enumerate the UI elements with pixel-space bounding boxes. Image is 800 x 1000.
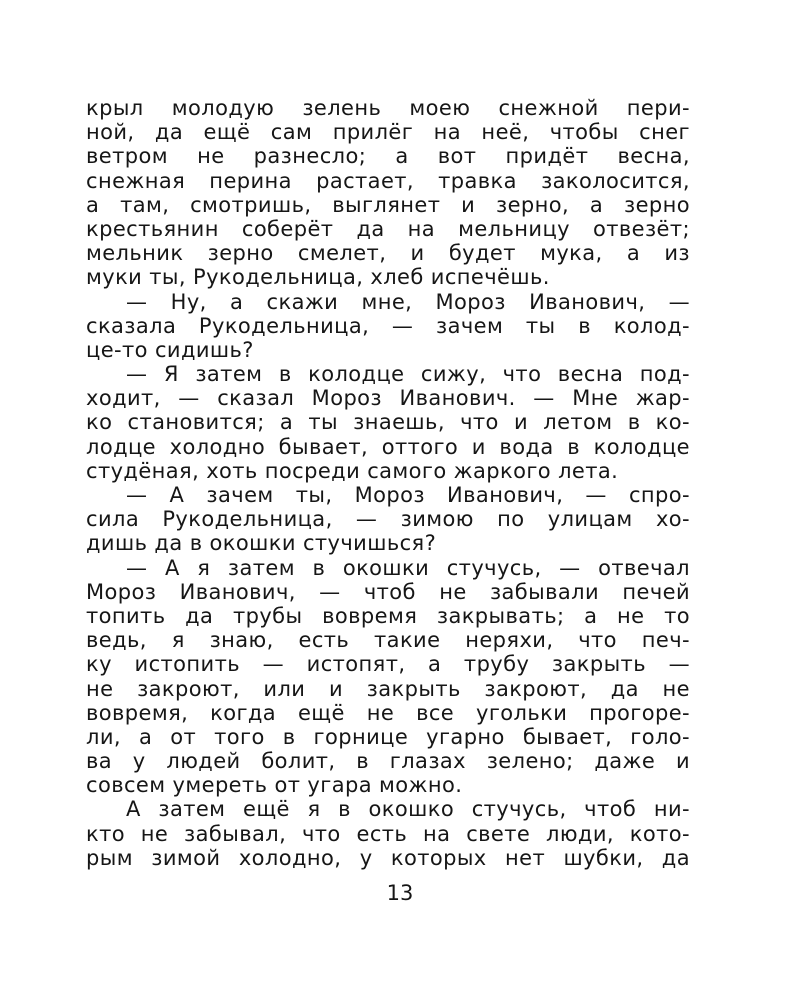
text-line: дишь да в окошки стучишься? <box>86 531 437 556</box>
text-line: снежная перина растает, травка заколосится, <box>86 168 690 193</box>
text-line: вовремя, когда ещё не все угольки прогоре- <box>86 700 690 725</box>
text-line: ведь, я знаю, есть такие неряхи, что печ- <box>86 628 690 653</box>
text-line: ной, да ещё сам прилёг на неё, чтобы снег <box>86 120 690 145</box>
text-line: топить да трубы вовремя закрывать; а не то <box>86 603 690 628</box>
text-line: — А зачем ты, Мороз Иванович, — спро- <box>126 483 690 507</box>
text-line: муки ты, Рукодельница, хлеб испечёшь. <box>86 265 550 290</box>
text-line: ко становится; а ты знаешь, что и летом в ко- <box>86 410 690 435</box>
text-line: кто не забывал, что есть на свете люди, кото- <box>86 821 690 846</box>
text-line: А затем ещё я в окошко стучусь, чтоб ни- <box>126 797 690 822</box>
text-line: ветром не разнесло; а вот придёт весна, <box>86 144 690 169</box>
text-line: — А я затем в окошки стучусь, — отвечал <box>126 555 690 580</box>
text-line: ва у людей болит, в глазах зелено; даже и <box>86 749 690 774</box>
text-line: а там, смотришь, выглянет и зерно, а зерно <box>86 192 690 217</box>
text-line: ли, а от того в горнице угарно бывает, голо- <box>86 724 690 749</box>
text-line: ку истопить — истопят, а трубу закрыть — <box>86 652 690 677</box>
page-text <box>86 96 690 870</box>
text-line: студёная, хоть посреди самого жаркого лета. <box>86 458 619 483</box>
text-line: лодце холодно бывает, оттого и вода в колодце <box>86 434 690 459</box>
text-line: — Ну, а скажи мне, Мороз Иванович, — <box>126 289 690 314</box>
text-line: крестьянин соберёт да на мельницу отвезёт; <box>86 216 690 241</box>
text-line: крыл молодую зелень моею снежной пери- <box>86 96 690 120</box>
text-line: ходит, — сказал Мороз Иванович. — Мне жар- <box>86 386 690 411</box>
text-line: рым зимой холодно, у которых нет шубки, да <box>86 845 690 870</box>
text-line: не закроют, или и закрыть закроют, да не <box>86 676 690 701</box>
page-number: 13 <box>386 881 414 905</box>
text-line: — Я затем в колодце сижу, что весна под- <box>126 362 690 387</box>
text-line: сказала Рукодельница, — зачем ты в колод- <box>86 313 690 338</box>
text-line: Мороз Иванович, — чтоб не забывали печей <box>86 579 690 604</box>
text-line: це-то сидишь? <box>86 337 254 362</box>
text-line: сила Рукодельница, — зимою по улицам хо- <box>86 507 690 532</box>
text-line: совсем умереть от угара можно. <box>86 773 463 798</box>
text-line: мельник зерно смелет, и будет мука, а из <box>86 241 690 266</box>
